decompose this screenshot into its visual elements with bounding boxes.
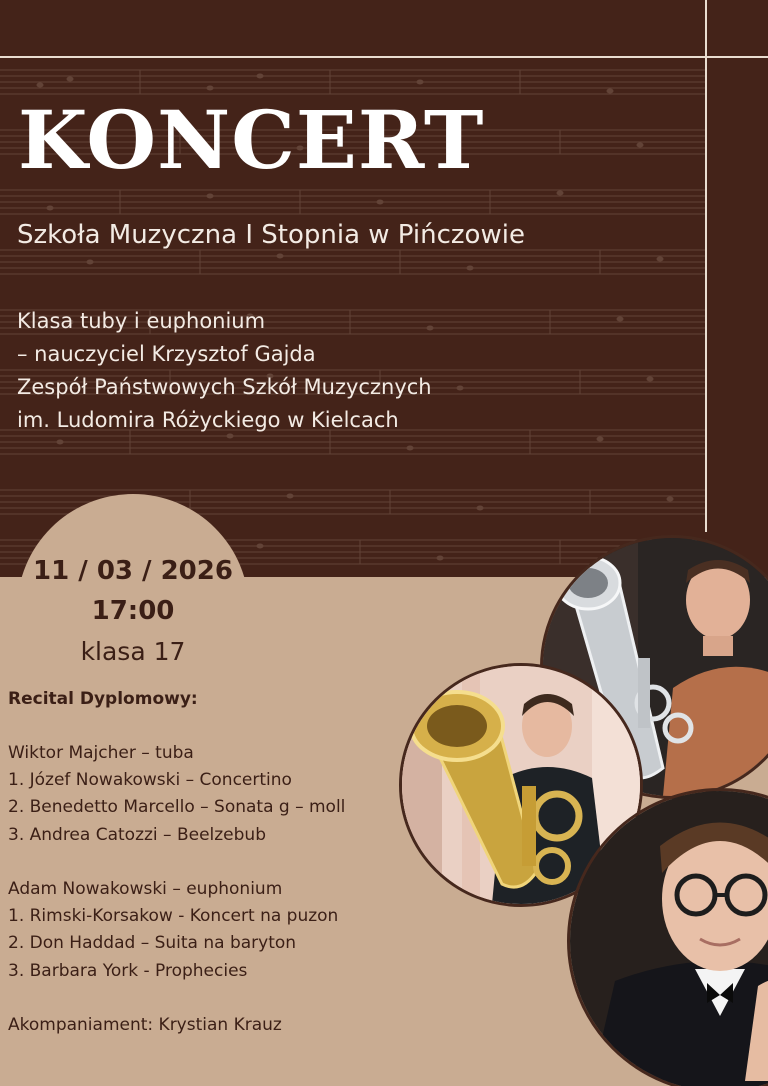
program-list (8, 740, 345, 1039)
program-item: 2. Don Haddad – Suita na baryton (8, 933, 297, 954)
program-heading: Recital Dyplomowy: (8, 689, 198, 709)
frame-line-horizontal (0, 56, 768, 58)
school-name: Szkoła Muzyczna I Stopnia w Pińczowie (17, 220, 525, 250)
program-item: 2. Benedetto Marcello – Sonata g – moll (8, 797, 346, 818)
staff-1 (0, 70, 707, 94)
class-info-line: Zespół Państwowych Szkół Muzycznych (17, 375, 432, 399)
spacer (8, 849, 345, 876)
event-time: 17:00 (91, 596, 175, 626)
class-info-line: Klasa tuby i euphonium (17, 309, 266, 333)
event-room: klasa 17 (80, 637, 186, 666)
program-item: 3. Barbara York - Prophecies (8, 960, 248, 981)
event-date: 11 / 03 / 2026 (33, 556, 233, 586)
staff-4 (0, 250, 707, 274)
program-item: 1. Józef Nowakowski – Concertino (8, 770, 292, 791)
performer-name: Adam Nowakowski – euphonium (8, 879, 283, 899)
program-item: 1. Rimski-Korsakow - Koncert na puzon (8, 906, 339, 927)
frame-line-vertical (705, 0, 707, 532)
class-info-line: – nauczyciel Krzysztof Gajda (17, 342, 316, 366)
performer-name: Wiktor Majcher – tuba (8, 743, 194, 763)
program-item: 3. Andrea Catozzi – Beelzebub (8, 824, 266, 845)
class-info (17, 305, 432, 437)
spacer (8, 985, 345, 1012)
staff-3 (0, 190, 707, 214)
poster-title: KONCERT (18, 93, 485, 187)
accompaniment-credit: Akompaniament: Krystian Krauz (8, 1015, 282, 1035)
class-info-line: im. Ludomira Różyckiego w Kielcach (17, 408, 399, 432)
